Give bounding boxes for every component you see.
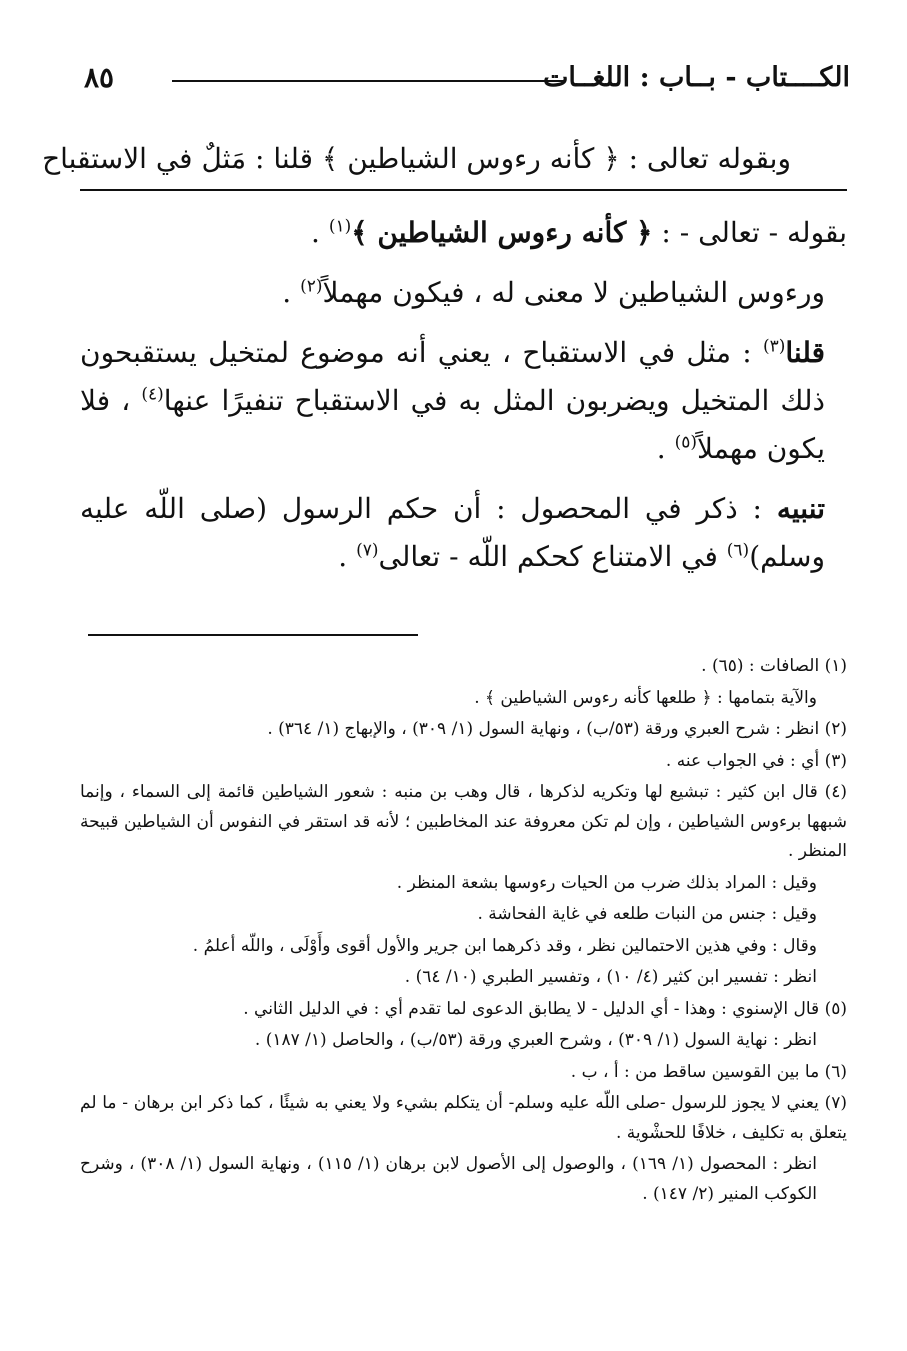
paragraph-note [80, 485, 847, 581]
sentence-end: . [311, 216, 320, 249]
footnote-continuation: وقيل : المراد بذلك ضرب من الحيات رءوسها بشعة المنظر . [396, 872, 817, 893]
footnote-entry: (٧) يعني لا يجوز للرسول -صلى اللّه عليه وسلم- أن يتكلم بشيء ولا يعني به شيئًا ، كما ذكر ابن برهان - ما لم يتعلق به تكليف ، خلافًا للحشْوية . [80, 1093, 847, 1143]
footnote-ref-2[interactable]: (٢) [300, 276, 323, 297]
sentence-end: . [338, 540, 348, 573]
page-number: ٨٥ [84, 61, 115, 94]
footnote-continuation: وقيل : جنس من النبات طلعه في غاية الفحاشة . [477, 904, 817, 924]
response-text: : مثل في الاستقباح ، يعني أنه موضوع لمتخيل يستقبحون ذلك المتخيل ويضربون المثل به في الاستقباح تنفيرًا عنها [80, 336, 826, 417]
footnote-entry: (١) الصافات : (٦٥) . [701, 656, 847, 676]
footnote-continuation: والآية بتمامها : ﴿ طلعها كأنه رءوس الشياطين ﴾ . [474, 687, 817, 708]
footnote-ref-4[interactable]: (٤) [141, 384, 164, 405]
running-header [84, 58, 850, 98]
footnote-separator-rule [88, 634, 418, 636]
footnote-continuation: انظر : نهاية السول (١/ ٣٠٩) ، وشرح العبري ورقة (٥٣/ب) ، والحاصل (١/ ١٨٧) . [254, 1030, 817, 1050]
footnote-ref-3[interactable]: (٣) [762, 336, 786, 357]
footnote-entry: (٤) قال ابن كثير : تبشيع لها وتكريه لذكرها ، قال وهب بن منبه : شعور الشياطين قائمة إلى السماء ، وإنما شبهها برءوس الشياطين ، وإن لم تكن معروفة عند المخاطبين ؛ لأنه قد استقر في النفوس أن الشياطين قبيحة المنظر . [80, 782, 847, 861]
footnote-ref-6[interactable]: (٦) [726, 540, 750, 561]
footnote-entry: (٦) ما بين القوسين ساقط من : أ ، ب . [570, 1061, 847, 1082]
header-title: الكــــتاب - بــاب : اللغــات [543, 62, 850, 93]
note-text-continued: في الامتناع كحكم اللّه - تعالى [378, 540, 718, 573]
sentence-end: . [656, 432, 666, 465]
response-conclusion: ، فلا يكون مهملاً [80, 384, 825, 465]
footnote-continuation: انظر : المحصول (١/ ١٦٩) ، والوصول إلى الأصول لابن برهان (١/ ١١٥) ، ونهاية السول (١/ ٣٠٨) ، وشرح الكوكب المنير (٢/ ١٤٧) . [80, 1154, 818, 1204]
footnote-entry: (٥) قال الإسنوي : وهذا - أي الدليل - لا يطابق الدعوى لما تقدم أي : في الدليل الثاني . [243, 998, 847, 1019]
paragraph-response [80, 329, 847, 473]
note-text: : ذكر في المحصول : أن حكم الرسول (صلى اللّه عليه وسلم) [80, 492, 825, 573]
paragraph-verse-citation [80, 209, 847, 257]
footnote-continuation: انظر : تفسير ابن كثير (٤/ ١٠) ، وتفسير الطبري (١٠/ ٦٤) . [404, 967, 817, 987]
footnote-ref-5[interactable]: (٥) [674, 432, 698, 453]
matn-separator-rule [80, 189, 847, 191]
note-label: تنبيه [776, 492, 825, 525]
footnote-continuation: وقال : وفي هذين الاحتمالين نظر ، وقد ذكرهما ابن جرير والأول أقوى وأَوْلَى ، واللّه أعلمُ . [192, 935, 817, 956]
sentence-end: . [282, 276, 292, 309]
footnote-ref-7[interactable]: (٧) [356, 540, 379, 561]
footnote-entry: (٢) انظر : شرح العبري ورقة (٥٣/ب) ، ونهاية السول (١/ ٣٠٩) ، والإبهاج (١/ ٣٦٤) . [267, 719, 847, 739]
objection-text: ورءوس الشياطين لا معنى له ، فيكون مهملاً [322, 276, 825, 309]
main-text [42, 135, 847, 593]
quran-quote: ﴿ كأنه رءوس الشياطين ﴾ [351, 216, 653, 249]
paragraph-objection [80, 269, 847, 317]
footnote-entry: (٣) أي : في الجواب عنه . [665, 750, 847, 771]
response-label: قلنا [785, 336, 825, 369]
footnotes-section [80, 652, 847, 1211]
verse-intro: بقوله - تعالى - : [661, 216, 847, 249]
header-rule [172, 80, 565, 82]
quoted-matn-line: وبقوله تعالى : ﴿ كأنه رءوس الشياطين ﴾ قلنا : مَثلٌ في الاستقباح [42, 142, 791, 175]
footnote-ref-1[interactable]: (١) [328, 216, 352, 237]
